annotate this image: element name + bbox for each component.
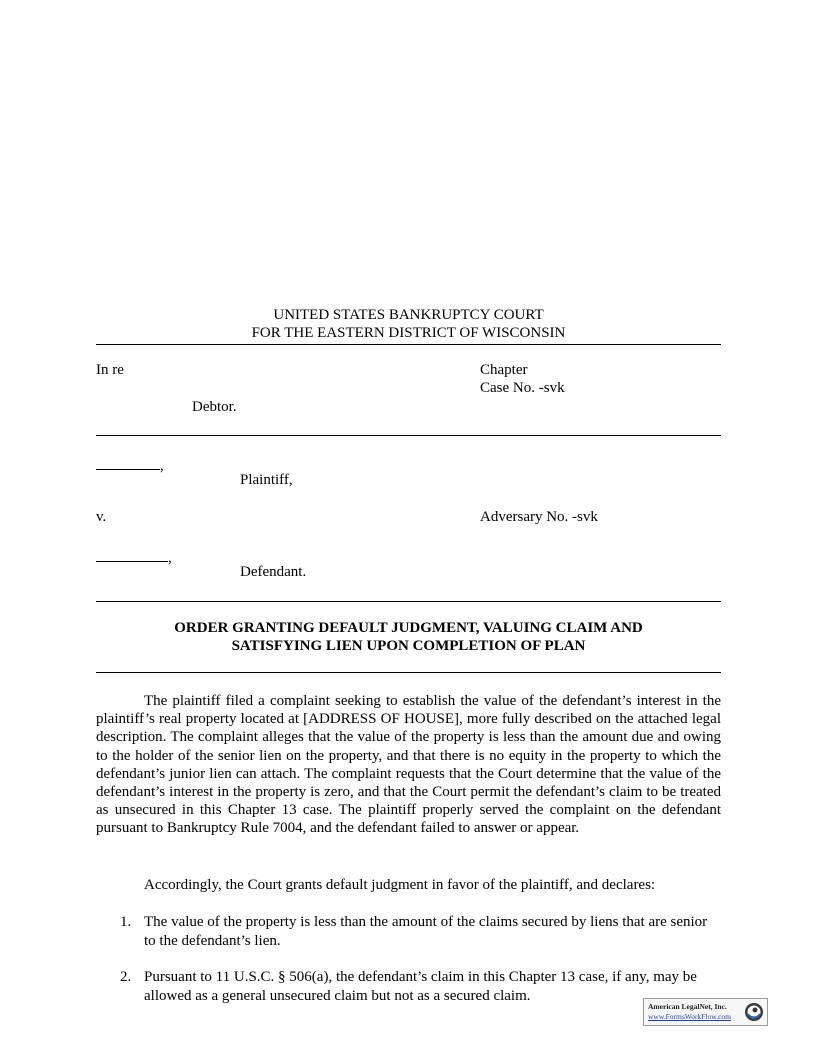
plaintiff-label: Plaintiff, (240, 472, 293, 488)
badge-url[interactable]: www.FormsWorkFlow.com (648, 1012, 732, 1021)
badge-company: American LegalNet, Inc. (648, 1002, 727, 1011)
globe-logo-icon (744, 1002, 764, 1022)
court-district: FOR THE EASTERN DISTRICT OF WISCONSIN (251, 325, 566, 341)
plaintiff-blank (96, 455, 160, 470)
item-number: 1. (120, 914, 132, 930)
header-rule (96, 344, 721, 345)
item-text: The value of the property is less than the amount of the claims secured by liens that are senior to the defendant’s lien. (144, 914, 708, 949)
declaration-item-2 (96, 968, 721, 1005)
defendant-blank (96, 547, 168, 562)
defendant-label: Defendant. (240, 564, 307, 580)
order-title-line1: ORDER GRANTING DEFAULT JUDGMENT, VALUING CLAIM AND (174, 620, 643, 636)
item-number: 2. (120, 969, 132, 985)
plaintiff-comma: , (160, 458, 164, 474)
defendant-comma: , (168, 550, 172, 566)
versus-label: v. (96, 509, 107, 525)
declaration-intro: Accordingly, the Court grants default judgment in favor of the plaintiff, and declares: (144, 877, 656, 893)
americanlegalnet-badge[interactable] (643, 998, 768, 1026)
in-re-label: In re (96, 362, 124, 378)
background-paragraph: The plaintiff filed a complaint seeking to establish the value of the defendant’s interest in the plaintiff’s real property located at [ADDRESS OF HOUSE], more fully described on the attached legal description. The complaint alleges that the value of the property is less than the amount due and owing to the holder of the senior lien on the property, and that there is no equity in the property to which the defendant’s junior lien can attach. The complaint requests that the Court determine that the value of the defendant’s interest in the property is zero, and that the Court permit the defendant’s claim to be treated as unsecured in this Chapter 13 case. The plaintiff properly served the complaint on the defendant pursuant to Bankruptcy Rule 7004, and the defendant failed to answer or appear. (96, 693, 721, 837)
adversary-number: Adversary No. -svk (480, 509, 598, 525)
defendant-name-line (96, 547, 172, 567)
title-rule (96, 672, 721, 673)
case-number: Case No. -svk (480, 380, 565, 396)
court-name: UNITED STATES BANKRUPTCY COURT (273, 307, 544, 323)
declaration-item-1 (96, 913, 721, 950)
order-title-line2: SATISFYING LIEN UPON COMPLETION OF PLAN (231, 638, 586, 654)
plaintiff-name-line (96, 455, 164, 475)
caption-rule-2 (96, 601, 721, 602)
item-text: Pursuant to 11 U.S.C. § 506(a), the defendant’s claim in this Chapter 13 case, if any, may be allowed as a general unsecured claim but not as a secured claim. (144, 969, 697, 1004)
debtor-label: Debtor. (192, 399, 237, 415)
chapter-label: Chapter (480, 362, 528, 378)
caption-rule-1 (96, 435, 721, 436)
